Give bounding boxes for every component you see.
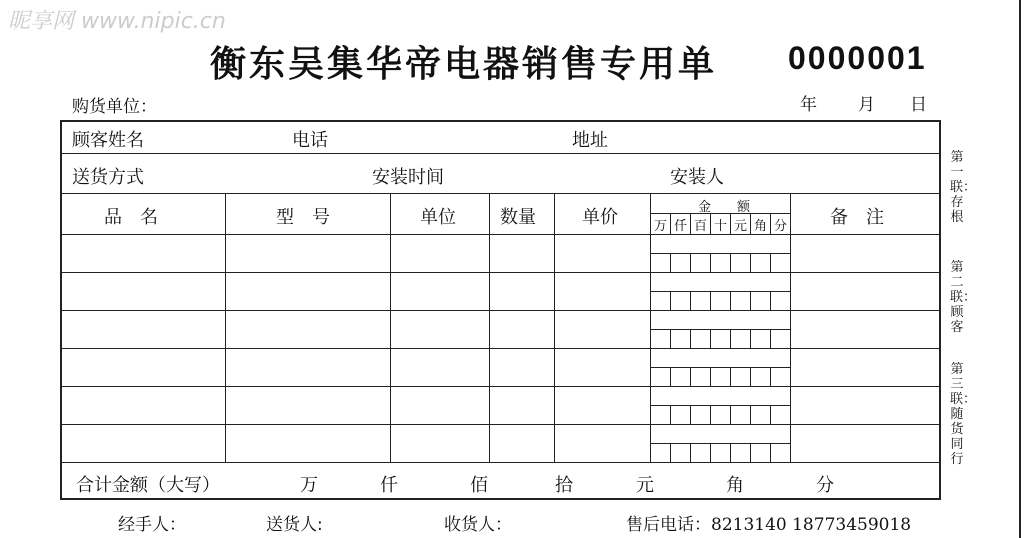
copy-label: 第三联：随货同行 <box>950 362 977 467</box>
grid-line <box>710 329 711 348</box>
grid-line <box>770 405 771 424</box>
date-month: 月 <box>858 95 875 115</box>
grid-line <box>690 443 691 462</box>
grid-line <box>730 367 731 386</box>
grid-line <box>750 213 751 234</box>
amount-digit-header: 万 <box>654 219 668 234</box>
amount-digit-header: 百 <box>694 219 708 234</box>
grid-line <box>710 443 711 462</box>
grid-line <box>770 253 771 272</box>
grid-line <box>690 329 691 348</box>
total-unit: 万 <box>300 475 318 496</box>
deliverer-label: 送货人: <box>266 515 323 535</box>
service-phone: 售后电话：8213140 18773459018 <box>626 515 912 535</box>
grid-line <box>770 443 771 462</box>
install-time-label: 安装时间 <box>372 167 444 188</box>
total-unit: 分 <box>816 475 834 496</box>
col-product: 品 名 <box>104 207 158 228</box>
col-remarks: 备 注 <box>830 207 884 228</box>
grid-line <box>225 193 226 462</box>
grid-line <box>650 367 790 368</box>
grid-line <box>650 329 790 330</box>
total-unit: 仟 <box>380 475 398 496</box>
grid-line <box>710 367 711 386</box>
handler-label: 经手人： <box>118 515 186 535</box>
grid-line <box>670 213 671 234</box>
grid-line <box>770 367 771 386</box>
grid-line <box>770 291 771 310</box>
grid-line <box>489 193 490 462</box>
grid-line <box>650 443 790 444</box>
customer-name-label: 顾客姓名 <box>72 130 144 151</box>
grid-line <box>710 213 711 234</box>
grid-line <box>730 405 731 424</box>
grid-line <box>670 329 671 348</box>
col-model: 型 号 <box>276 207 330 228</box>
grid-line <box>730 253 731 272</box>
grid-line <box>750 367 751 386</box>
grid-line <box>710 405 711 424</box>
copy-label: 第二联：顾客 <box>950 260 977 335</box>
grid-line <box>670 443 671 462</box>
grid-line <box>670 253 671 272</box>
watermark: 昵享网 www.nipic.cn <box>8 9 226 34</box>
amount-digit-header: 角 <box>754 219 768 234</box>
amount-digit-header: 仟 <box>674 219 688 234</box>
grid-line <box>670 405 671 424</box>
total-unit: 元 <box>636 475 654 496</box>
amount-digit-header: 分 <box>774 219 788 234</box>
grid-line <box>650 291 790 292</box>
phone-label: 电话 <box>292 130 328 151</box>
grid-line <box>390 193 391 462</box>
col-quantity: 数量 <box>500 207 536 228</box>
grid-line <box>670 367 671 386</box>
grid-line <box>670 291 671 310</box>
amount-digit-header: 十 <box>714 219 728 234</box>
date-year: 年 <box>800 95 817 115</box>
grid-line <box>60 462 941 463</box>
grid-line <box>690 253 691 272</box>
grid-line <box>730 213 731 234</box>
buyer-label: 购货单位： <box>72 97 157 117</box>
grid-line <box>554 193 555 462</box>
grid-line <box>750 329 751 348</box>
grid-line <box>770 213 771 234</box>
copy-label: 第一联：存根 <box>950 150 977 225</box>
delivery-method-label: 送货方式 <box>72 167 144 188</box>
grid-line <box>650 405 790 406</box>
col-amount: 金 额 <box>698 200 751 215</box>
grid-line <box>750 405 751 424</box>
col-unit: 单位 <box>420 207 456 228</box>
col-unit-price: 单价 <box>582 207 618 228</box>
grid-line <box>60 193 941 194</box>
serial-number: 0000001 <box>788 40 927 76</box>
grid-line <box>690 213 691 234</box>
grid-line <box>650 193 651 462</box>
grid-line <box>710 291 711 310</box>
grid-line <box>730 291 731 310</box>
grid-line <box>60 348 941 349</box>
installer-label: 安装人 <box>670 167 724 188</box>
receiver-label: 收货人： <box>444 515 512 535</box>
grid-line <box>650 253 790 254</box>
grid-line <box>730 443 731 462</box>
total-unit: 拾 <box>555 475 573 496</box>
grid-line <box>60 386 941 387</box>
grid-line <box>790 193 791 462</box>
page-edge <box>1019 0 1021 538</box>
grid-line <box>60 234 941 235</box>
grid-line <box>750 291 751 310</box>
grid-line <box>60 272 941 273</box>
address-label: 地址 <box>572 130 608 151</box>
grid-line <box>750 443 751 462</box>
grid-line <box>60 424 941 425</box>
total-label: 合计金额（大写） <box>76 475 220 496</box>
date-day: 日 <box>910 95 927 115</box>
grid-line <box>60 310 941 311</box>
total-unit: 佰 <box>470 475 488 496</box>
grid-line <box>690 367 691 386</box>
grid-line <box>730 329 731 348</box>
amount-digit-header: 元 <box>734 219 748 234</box>
grid-line <box>710 253 711 272</box>
total-unit: 角 <box>726 475 744 496</box>
grid-line <box>750 253 751 272</box>
grid-line <box>60 153 941 154</box>
grid-line <box>690 405 691 424</box>
form-title: 衡东吴集华帝电器销售专用单 <box>210 44 718 85</box>
grid-line <box>770 329 771 348</box>
grid-line <box>690 291 691 310</box>
